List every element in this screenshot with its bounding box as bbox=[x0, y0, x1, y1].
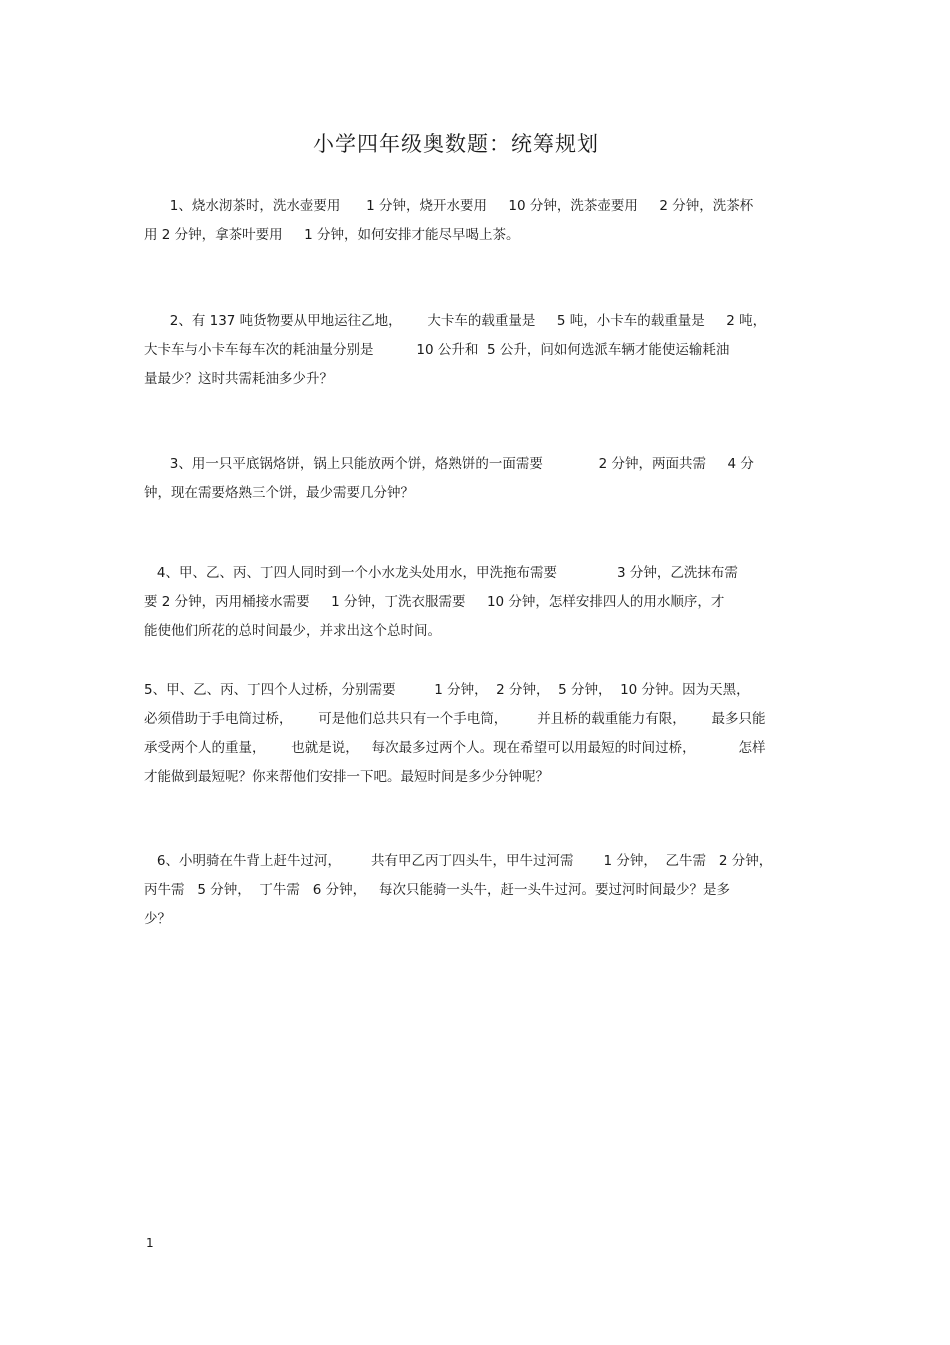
problem-3-line-2: 钟，现在需要烙熟三个饼，最少需要几分钟？ bbox=[144, 485, 414, 501]
problem-4-line-1: 4、甲、乙、丙、丁四人同时到一个小水龙头处用水，甲洗拖布需要 3 分钟，乙洗抹布需 bbox=[144, 565, 738, 581]
problem-5-line-4: 才能做到最短呢？你来帮他们安排一下吧。最短时间是多少分钟呢？ bbox=[144, 769, 549, 785]
page-number: 1 bbox=[146, 1236, 154, 1250]
problem-6-line-1: 6、小明骑在牛背上赶牛过河， 共有甲乙丙丁四头牛，甲牛过河需 1 分钟， 乙牛需 2 分钟， bbox=[144, 853, 773, 869]
problem-1 bbox=[144, 192, 809, 250]
problem-2-line-1: 2、有 137 吨货物要从甲地运往乙地， 大卡车的载重量是 5 吨，小卡车的载重量是 2 吨， bbox=[144, 313, 767, 329]
problem-6 bbox=[144, 847, 809, 934]
problem-2-line-2: 大卡车与小卡车每车次的耗油量分别是 10 公升和 5 公升，问如何选派车辆才能使运输耗油 bbox=[144, 342, 730, 358]
problem-5-line-3: 承受两个人的重量， 也就是说， 每次最多过两个人。现在希望可以用最短的时间过桥， 怎样 bbox=[144, 740, 766, 756]
problem-6-line-2: 丙牛需 5 分钟， 丁牛需 6 分钟， 每次只能骑一头牛，赶一头牛过河。要过河时间最少？是多 bbox=[144, 882, 730, 898]
problem-2 bbox=[144, 307, 809, 394]
problem-3-line-1: 3、用一只平底锅烙饼，锅上只能放两个饼，烙熟饼的一面需要 2 分钟，两面共需 4 分 bbox=[144, 456, 754, 472]
problem-5-line-1: 5、甲、乙、丙、丁四个人过桥，分别需要 1 分钟， 2 分钟， 5 分钟， 10 分钟。因为天黑， bbox=[144, 682, 750, 698]
problem-4 bbox=[144, 559, 809, 646]
problem-6-line-3: 少？ bbox=[144, 911, 171, 927]
problem-4-line-3: 能使他们所花的总时间最少，并求出这个总时间。 bbox=[144, 623, 441, 639]
problem-1-line-1: 1、烧水沏茶时，洗水壶要用 1 分钟，烧开水要用 10 分钟，洗茶壶要用 2 分钟，洗茶杯 bbox=[144, 198, 754, 214]
problem-3 bbox=[144, 450, 809, 508]
problem-2-line-3: 量最少？这时共需耗油多少升？ bbox=[144, 371, 333, 387]
page-title: 小学四年级奥数题：统筹规划 bbox=[313, 132, 599, 156]
problem-4-line-2: 要 2 分钟，丙用桶接水需要 1 分钟，丁洗衣服需要 10 分钟，怎样安排四人的用水顺序，才 bbox=[144, 594, 725, 610]
problem-5 bbox=[144, 676, 809, 792]
problem-5-line-2: 必须借助于手电筒过桥， 可是他们总共只有一个手电筒， 并且桥的载重能力有限， 最多只能 bbox=[144, 711, 766, 727]
problem-1-line-2: 用 2 分钟，拿茶叶要用 1 分钟，如何安排才能尽早喝上茶。 bbox=[144, 227, 520, 243]
